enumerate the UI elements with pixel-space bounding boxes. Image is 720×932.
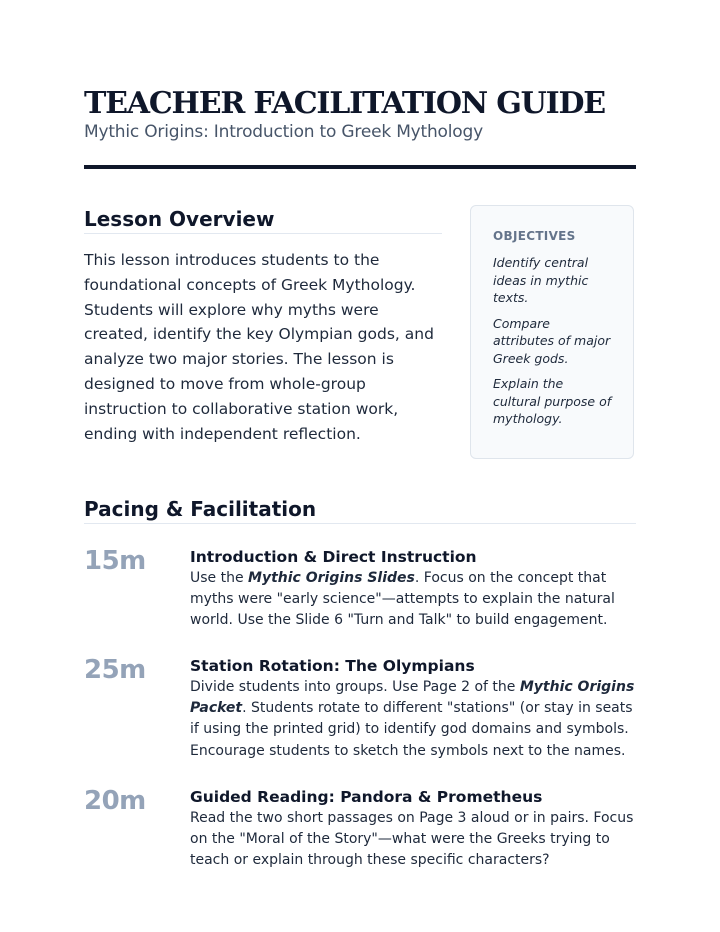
pacing-time: 20m (84, 786, 146, 816)
objective-item: Identify central ideas in mythic texts. (493, 255, 589, 305)
objectives-box (470, 205, 634, 459)
document-title: TEACHER FACILITATION GUIDE (84, 86, 605, 121)
material-reference: Mythic Origins Packet (190, 679, 635, 717)
material-reference: Mythic Origins Slides (248, 570, 415, 586)
description-text: Read the two short passages on Page 3 aloud or in pairs. Focus on the "Moral of the Story"—what were the Greeks trying to teach or explain through these specific characters? (190, 810, 634, 869)
pacing-description (190, 568, 636, 632)
document-subtitle: Mythic Origins: Introduction to Greek Mythology (84, 122, 483, 142)
description-text: Divide students into groups. Use Page 2 of the (190, 679, 520, 695)
pacing-body (190, 546, 636, 632)
pacing-body (190, 655, 636, 762)
objective-item: Compare attributes of major Greek gods. (493, 315, 611, 366)
description-text: . Focus on the concept that myths were "early science"—attempts to explain the natural world. Use the Slide 6 "Turn and Talk" to build engagement. (190, 570, 615, 629)
pacing-heading: Pacing & Facilitation (84, 497, 317, 521)
pacing-divider (84, 523, 636, 524)
pacing-time: 15m (84, 546, 146, 576)
pacing-description (190, 808, 636, 872)
overview-paragraph: This lesson introduces students to the foundational concepts of Greek Mythology. Students will explore why myths were created, identify the key Olympian gods, and analyze two major stories. The lesson is designed to move from whole-group instruction to collaborative station work, ending with independent reflection. (84, 251, 434, 443)
pacing-title: Introduction & Direct Instruction (190, 548, 477, 566)
pacing-body (190, 786, 636, 872)
objective-item: Explain the cultural purpose of mythology. (493, 376, 612, 426)
pacing-title: Station Rotation: The Olympians (190, 657, 475, 675)
description-text: Use the (190, 570, 249, 586)
pacing-title: Guided Reading: Pandora & Prometheus (190, 788, 543, 806)
title-divider (84, 165, 636, 169)
pacing-description (190, 677, 636, 762)
overview-heading: Lesson Overview (84, 207, 275, 231)
pacing-time: 25m (84, 655, 146, 685)
description-text: . Students rotate to different "stations" (or stay in seats if using the printed grid) to identify god domains and symbols. Encourage students to sketch the symbols next to the names. (190, 700, 633, 759)
overview-divider (84, 233, 442, 234)
objectives-label: OBJECTIVES (493, 229, 576, 243)
